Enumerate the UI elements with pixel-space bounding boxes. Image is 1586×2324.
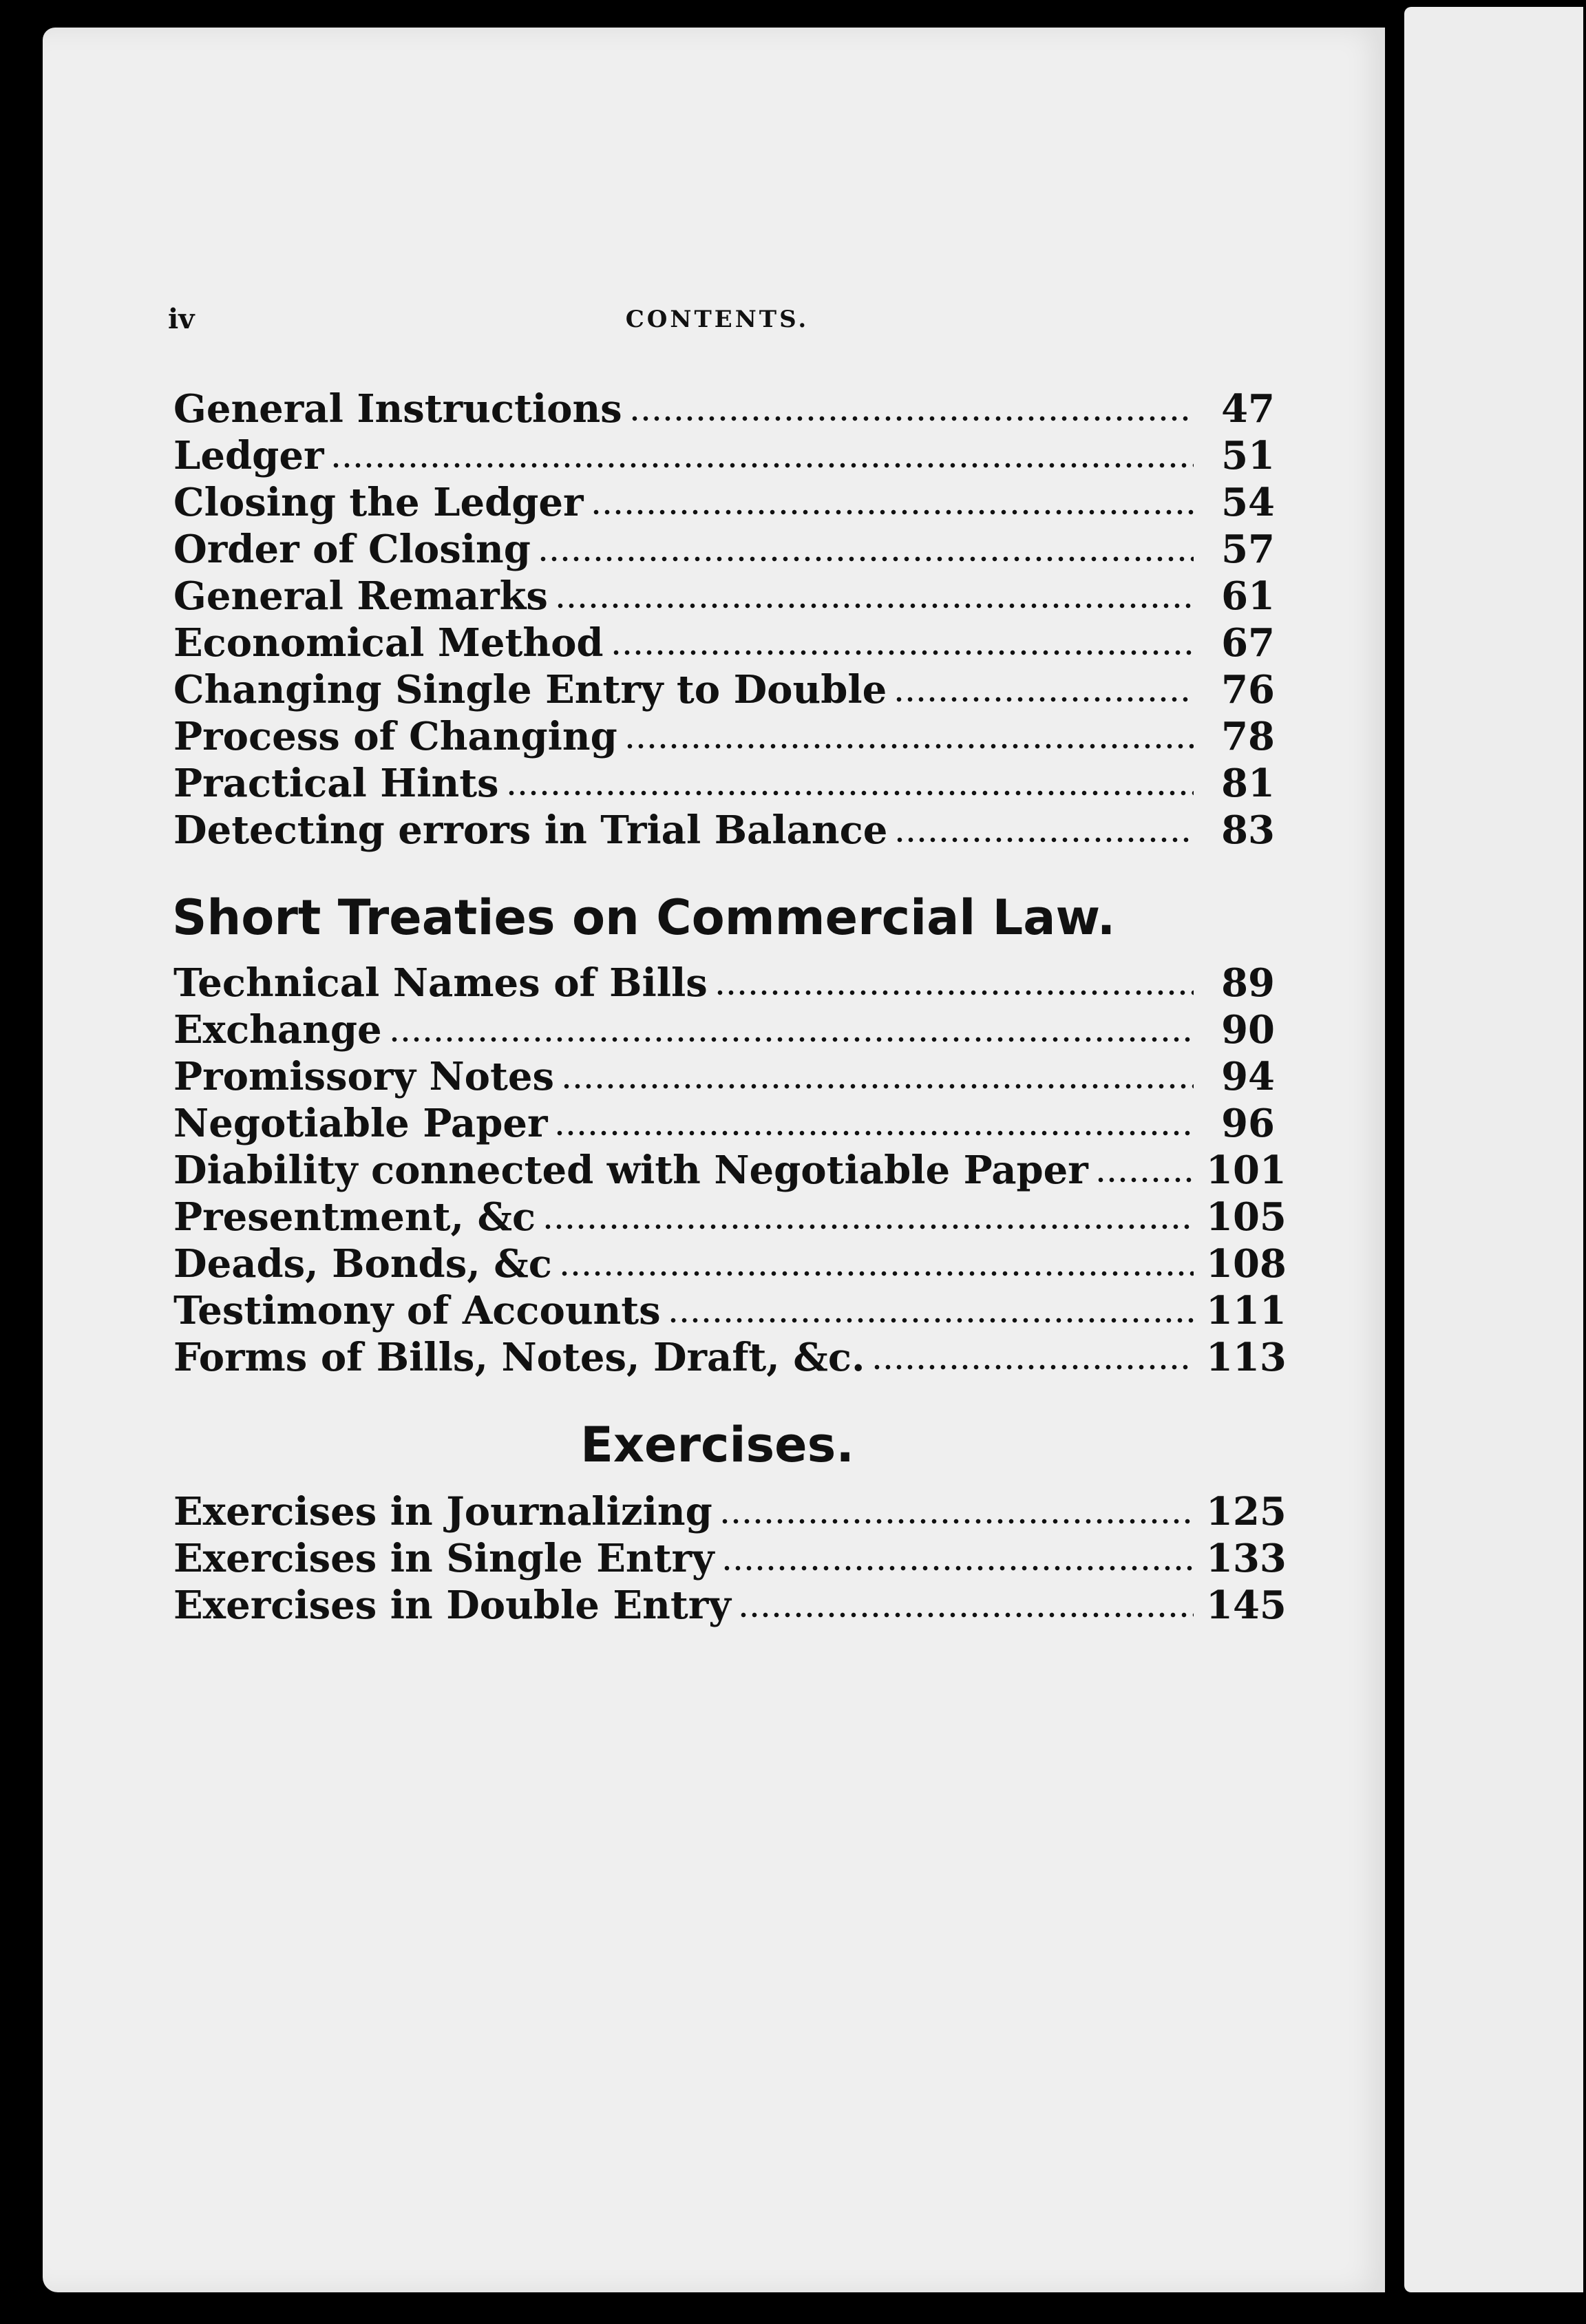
- toc-entry: Order of Closing 57: [173, 527, 1275, 572]
- page-number: iv: [168, 303, 195, 335]
- toc-entry: Process of Changing 78: [173, 714, 1275, 759]
- toc-entry: Closing the Ledger 54: [173, 480, 1275, 525]
- running-title: CONTENTS.: [625, 306, 810, 333]
- page-header: [43, 303, 1392, 344]
- section-heading-commercial-law: Short Treaties on Commercial Law.: [172, 889, 1116, 946]
- toc-entry: Diability connected with Negotiable Paper 101: [173, 1148, 1287, 1193]
- toc-entry: Exercises in Double Entry 145: [173, 1583, 1287, 1628]
- toc-entry: Detecting errors in Trial Balance 83: [173, 807, 1275, 853]
- toc-entry: Testimony of Accounts 111: [173, 1288, 1287, 1333]
- toc-entry: General Remarks 61: [173, 573, 1275, 619]
- toc-entry: Economical Method 67: [173, 620, 1275, 666]
- toc-entry: Changing Single Entry to Double 76: [173, 667, 1275, 712]
- toc-entry: Exercises in Journalizing 125: [173, 1489, 1287, 1534]
- facing-page-edge: [1404, 7, 1583, 2292]
- toc-entry: Technical Names of Bills 89: [173, 960, 1275, 1006]
- toc-entry: Exchange 90: [173, 1007, 1275, 1053]
- toc-entry: Presentment, &c 105: [173, 1194, 1287, 1240]
- book-spine: [1385, 0, 1400, 2324]
- toc-entry: Exercises in Single Entry 133: [173, 1536, 1287, 1581]
- toc-entry: Forms of Bills, Notes, Draft, &c. 113: [173, 1335, 1287, 1380]
- toc-entry: Deads, Bonds, &c 108: [173, 1241, 1287, 1287]
- toc-entry: Practical Hints 81: [173, 761, 1275, 806]
- section-heading-exercises: Exercises.: [580, 1417, 854, 1473]
- toc-entry: General Instructions 47: [173, 386, 1275, 432]
- toc-entry: Promissory Notes 94: [173, 1054, 1275, 1099]
- toc-entry: Negotiable Paper 96: [173, 1101, 1275, 1146]
- toc-entry: Ledger 51: [173, 433, 1275, 478]
- book-page: [43, 28, 1392, 2292]
